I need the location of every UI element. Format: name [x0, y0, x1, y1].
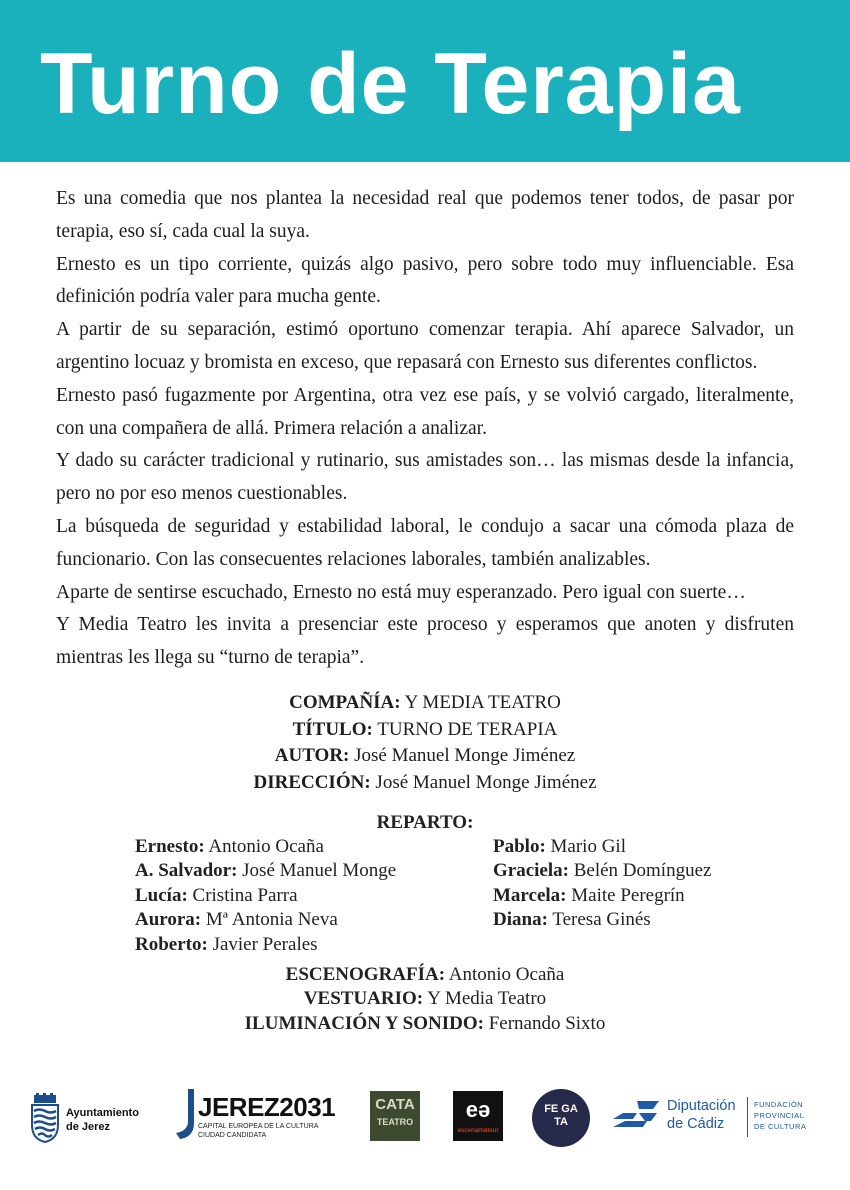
logo-text: FE GA TA: [544, 1103, 578, 1128]
credit-label: VESTUARIO:: [303, 988, 424, 1010]
credit-label: AUTOR:: [274, 745, 350, 766]
cast-entry: [135, 933, 396, 957]
logo-text: CAPITAL EUROPEA DE LA CULTURA: [198, 1123, 319, 1130]
credit-label: DIRECCIÓN:: [253, 771, 371, 793]
jerez2031-logo: [176, 1089, 336, 1145]
cast-entry: [493, 859, 711, 883]
cast-list-right: [493, 835, 711, 933]
credit-value: Fernando Sixto: [488, 1012, 606, 1034]
synopsis: [56, 183, 794, 675]
credit-label: TÍTULO:: [292, 718, 373, 740]
cast-actor: José Manuel Monge: [242, 860, 397, 882]
cast-entry: [493, 835, 711, 859]
cast-entry: [135, 859, 396, 883]
cast-entry: [493, 884, 711, 908]
credit-label: COMPAÑÍA:: [289, 692, 401, 713]
logo-text: TEATRO: [376, 1117, 414, 1127]
cast-role: Ernesto:: [135, 836, 205, 857]
cast-role: Graciela:: [493, 860, 569, 882]
credit-line: [0, 690, 850, 717]
logo-text: de Cádiz: [667, 1116, 725, 1132]
cast-entry: [135, 908, 396, 932]
credit-value: José Manuel Monge Jiménez: [354, 745, 576, 766]
credit-value: TURNO DE TERAPIA: [377, 718, 558, 740]
cast-role: Roberto:: [135, 933, 208, 955]
credit-line: [0, 987, 850, 1011]
cast-role: Lucía:: [135, 884, 188, 906]
tech-credits: [0, 963, 850, 1036]
synopsis-paragraph: Es una comedia que nos plantea la necesidad real que podemos tener todos, de pasar por terapia, eso sí, cada cual la suya.: [56, 188, 794, 242]
cast-actor: Mª Antonia Neva: [205, 909, 338, 931]
credit-line: [0, 770, 850, 797]
logo-text: CATA: [375, 1096, 415, 1113]
fegata-logo: [532, 1089, 590, 1147]
logo-text: PROVINCIAL: [754, 1111, 805, 1120]
cast-actor: Javier Perales: [212, 933, 318, 955]
cata-teatro-logo: [370, 1091, 420, 1141]
credit-label: ILUMINACIÓN Y SONIDO:: [244, 1012, 484, 1034]
logo-text: FUNDACIÓN: [754, 1100, 804, 1109]
ayuntamiento-jerez-logo: [30, 1093, 160, 1145]
sponsor-logos: [0, 1085, 850, 1155]
credit-line: [0, 963, 850, 987]
logo-text: Diputación: [667, 1098, 736, 1114]
synopsis-paragraph: Ernesto es un tipo corriente, quizás algo pasivo, pero sobre todo muy influenciable. Esa definición podría valer para mucha gente.: [56, 253, 794, 308]
cast-role: Pablo:: [493, 836, 546, 857]
logo-text: DE CULTURA: [754, 1122, 807, 1131]
cast-actor: Mario Gil: [550, 836, 626, 857]
cast-actor: Teresa Ginés: [552, 909, 651, 931]
escena-amateur-logo: [453, 1091, 503, 1141]
credit-value: José Manuel Monge Jiménez: [375, 771, 597, 793]
logo-text: Ayuntamiento: [66, 1107, 139, 1119]
credit-value: Antonio Ocaña: [448, 964, 565, 985]
diputacion-mark-icon: [613, 1099, 661, 1133]
cast-role: Aurora:: [135, 909, 202, 931]
credits-block: [0, 690, 850, 796]
credit-line: [0, 1012, 850, 1036]
cast-role: Marcela:: [493, 884, 567, 906]
cast-entry: [493, 908, 711, 932]
cast-entry: [135, 884, 396, 908]
credit-value: Y MEDIA TEATRO: [404, 692, 561, 713]
credit-line: [0, 743, 850, 770]
logo-text: JEREZ2031: [198, 1092, 336, 1122]
credit-value: Y Media Teatro: [427, 988, 547, 1010]
logo-text: escenamateur: [457, 1127, 499, 1134]
jerez-crest-icon: [30, 1093, 60, 1143]
logo-text: eə: [465, 1097, 491, 1122]
title-banner: [0, 0, 850, 162]
cast-actor: Antonio Ocaña: [208, 836, 324, 857]
cast-actor: Maite Peregrín: [571, 884, 685, 906]
synopsis-paragraph: La búsqueda de seguridad y estabilidad laboral, le condujo a sacar una cómoda plaza de funcionario. Con las consecuentes relaciones laborales, también analizables.: [56, 515, 794, 570]
cast-entry: [135, 835, 396, 859]
cast-role: Diana:: [493, 909, 548, 931]
diputacion-cadiz-logo: [613, 1097, 818, 1143]
synopsis-paragraph: Y Media Teatro les invita a presenciar este proceso y esperamos que anoten y disfruten mientras les llega su “turno de terapia”.: [56, 614, 794, 669]
cast-actor: Cristina Parra: [192, 884, 298, 906]
cast-role: A. Salvador:: [135, 860, 238, 882]
cast-actor: Belén Domínguez: [573, 860, 712, 882]
synopsis-paragraph: Y dado su carácter tradicional y rutinario, sus amistades son… las mismas desde la infancia, pero no por eso menos cuestionables.: [56, 450, 794, 505]
synopsis-paragraph: Aparte de sentirse escuchado, Ernesto no está muy esperanzado. Pero igual con suerte…: [56, 581, 746, 603]
cast-list-left: [135, 835, 396, 957]
logo-divider: [747, 1097, 748, 1137]
page-title: Turno de Terapia: [40, 36, 741, 132]
credit-line: [0, 717, 850, 744]
logo-text: CIUDAD CANDIDATA: [198, 1132, 267, 1139]
credit-label: ESCENOGRAFÍA:: [285, 964, 446, 985]
synopsis-paragraph: Ernesto pasó fugazmente por Argentina, otra vez ese país, y se volvió cargado, literalmente, con una compañera de allá. Primera relación a analizar.: [56, 384, 794, 439]
synopsis-paragraph: A partir de su separación, estimó oportuno comenzar terapia. Ahí aparece Salvador, un argentino locuaz y bromista en exceso, que repasará con Ernesto sus diferentes conflictos.: [56, 319, 794, 373]
cast-heading: REPARTO:: [376, 812, 474, 833]
jerez2031-mark-icon: [176, 1089, 194, 1139]
logo-text: de Jerez: [66, 1121, 111, 1133]
